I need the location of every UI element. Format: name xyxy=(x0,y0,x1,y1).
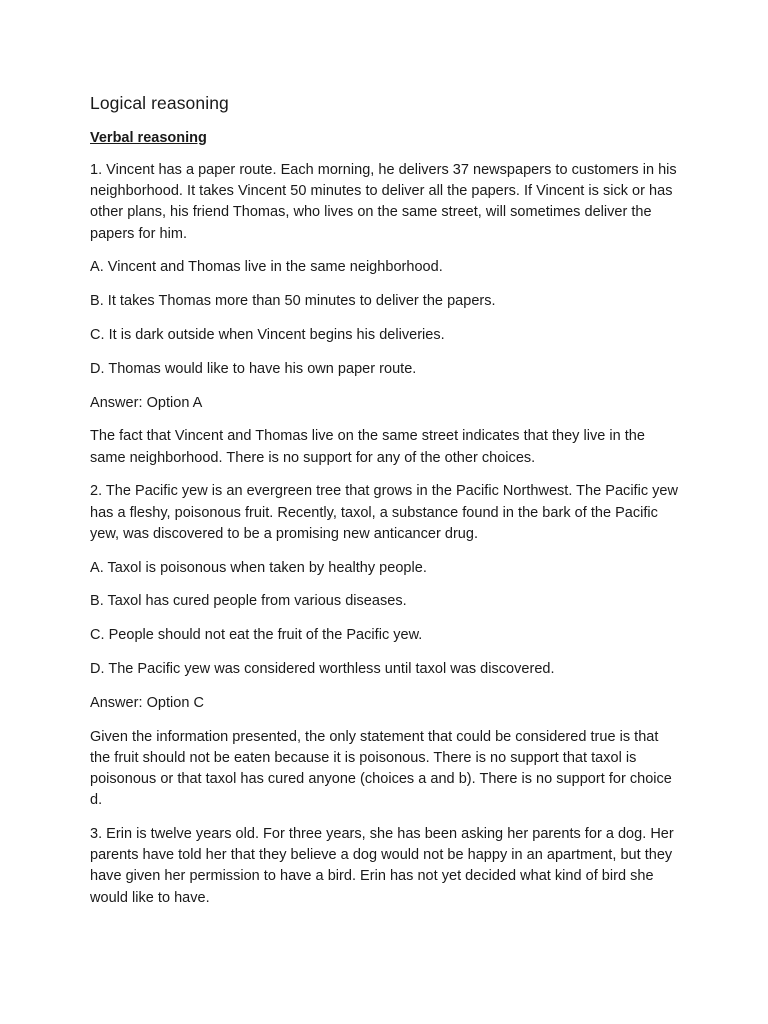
section-heading: Verbal reasoning xyxy=(90,130,207,146)
question-2-option-c: C. People should not eat the fruit of the Pacific yew. xyxy=(90,627,423,644)
question-2-option-b: B. Taxol has cured people from various diseases. xyxy=(90,593,407,610)
question-1-answer: Answer: Option A xyxy=(90,394,203,411)
question-2-option-a: A. Taxol is poisonous when taken by healthy people. xyxy=(90,559,427,576)
question-3-stem: 3. Erin is twelve years old. For three years, she has been asking her parents for a dog. Her parents have told her that they believe a dog would not be happy in an apartment, but they have given her permission to have a bird. Erin has not yet decided what kind of bird she would like to have. xyxy=(90,825,674,906)
question-1-option-c: C. It is dark outside when Vincent begins his deliveries. xyxy=(90,327,445,343)
question-2-stem: 2. The Pacific yew is an evergreen tree that grows in the Pacific Northwest. The Pacific yew has a fleshy, poisonous fruit. Recently, taxol, a substance found in the bark of the Pacific yew, was discovered to be a promising new anticancer drug. xyxy=(90,483,679,542)
document-title: Logical reasoning xyxy=(90,93,229,113)
question-1-option-d: D. Thomas would like to have his own paper route. xyxy=(90,360,417,377)
question-1-stem: 1. Vincent has a paper route. Each morning, he delivers 37 newspapers to customers in his neighborhood. It takes Vincent 50 minutes to deliver all the papers. If Vincent is sick or has other plans, his friend Thomas, who lives on the same street, will sometimes deliver the papers for him. xyxy=(90,162,677,242)
question-1-option-a: A. Vincent and Thomas live in the same neighborhood. xyxy=(90,259,443,276)
question-2-option-d: D. The Pacific yew was considered worthless until taxol was discovered. xyxy=(90,660,555,677)
question-2-explanation: Given the information presented, the only statement that could be considered true is that the fruit should not be eaten because it is poisonous. There is no support that taxol is poisonous or that taxol has cured anyone (choices a and b). There is no support for choice d. xyxy=(90,728,672,809)
question-1-option-b: B. It takes Thomas more than 50 minutes to deliver the papers. xyxy=(90,293,496,310)
question-2-answer: Answer: Option C xyxy=(90,694,204,711)
question-1-explanation: The fact that Vincent and Thomas live on the same street indicates that they live in the same neighborhood. There is no support for any of the other choices. xyxy=(90,428,645,466)
